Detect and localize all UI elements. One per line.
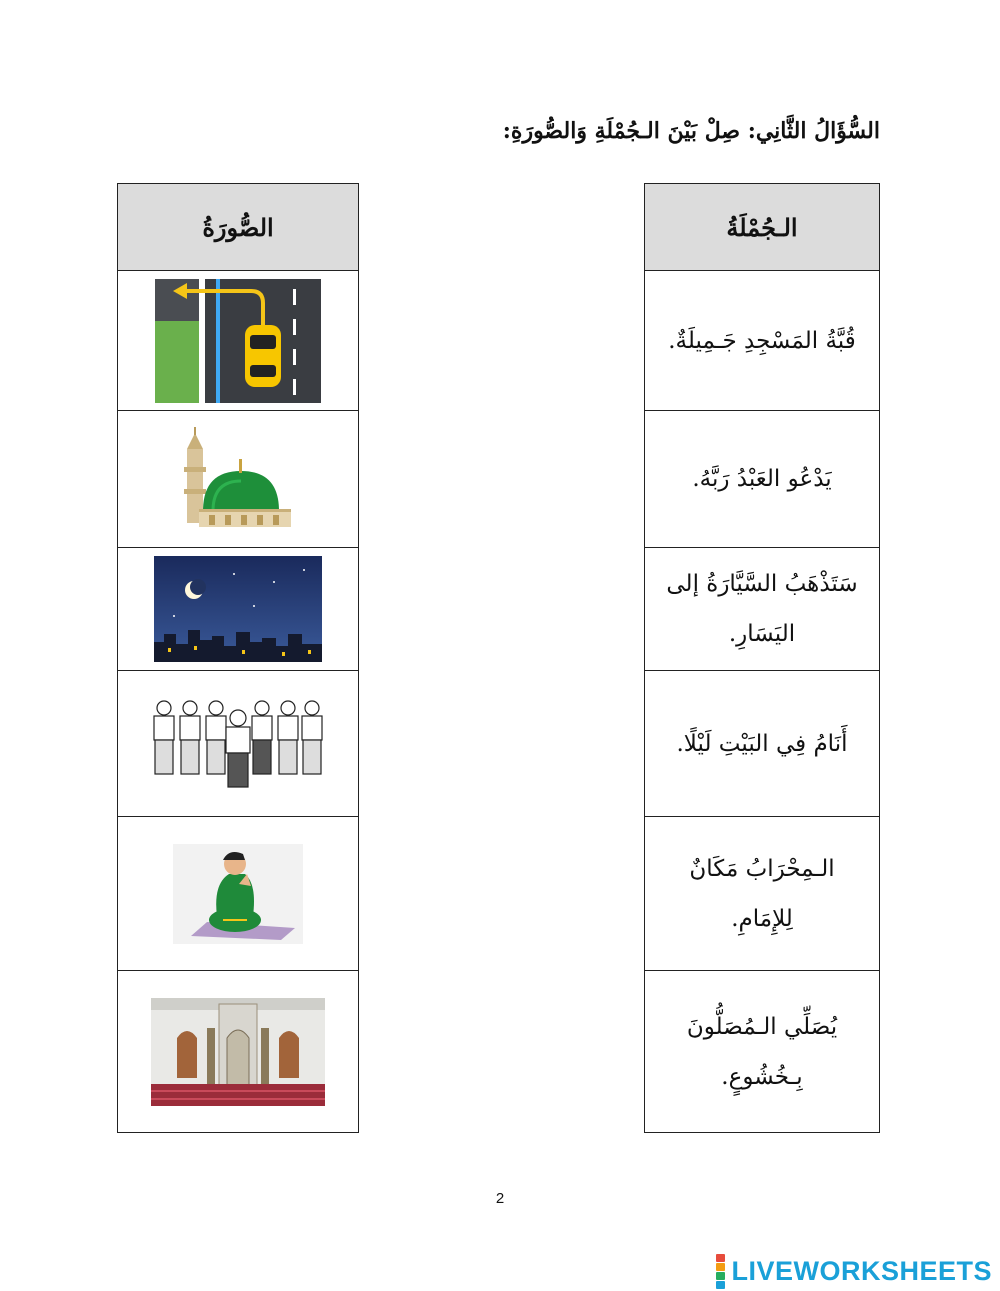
image-cell [118,548,359,671]
sentence-4: أَنَامُ فِي البَيْتِ لَيْلًا. [676,730,848,757]
sentence-5: الـمِحْرَابُ مَكَانٌ لِلإِمَامِ. [689,855,835,932]
image-cell [118,817,359,971]
mosque-mihrab-icon [151,998,325,1106]
question-title: السُّؤَالُ الثَّانِي: صِلْ بَيْنَ الـجُمْلَةِ وَالصُّورَةِ: [502,118,880,144]
sentence-3: سَتَذْهَبُ السَّيَّارَةُ إلى اليَسَارِ. [666,571,858,647]
sentence-cell [645,411,880,548]
images-header: الصُّورَةُ [118,184,359,271]
sentence-2: يَدْعُو العَبْدُ رَبَّهُ. [692,466,832,492]
images-table [117,183,359,1133]
car-turning-left-icon [155,279,321,403]
sentence-cell [645,671,880,817]
sentences-table [644,183,880,1133]
sentence-6: يُصَلِّي الـمُصَلُّونَ بِـخُشُوعٍ. [686,1013,838,1090]
sentences-header: الـجُمْلَةُ [645,184,880,271]
image-cell [118,671,359,817]
image-cell [118,271,359,411]
brand-name: LIVEWORKSHEETS [731,1255,992,1286]
men-praying-in-row-icon [150,696,326,792]
image-cell [118,971,359,1133]
sentence-cell [645,548,880,671]
image-cell [118,411,359,548]
boy-making-dua-icon [173,844,303,944]
green-dome-mosque-icon [173,427,303,531]
night-sky-moon-icon [154,556,322,662]
sentence-1: قُبَّةُ المَسْجِدِ جَـمِيلَةٌ. [668,327,856,354]
liveworksheets-brand [716,1254,992,1288]
page-number: 2 [495,1190,505,1207]
sentence-cell [645,817,880,971]
sentence-cell [645,271,880,411]
liveworksheets-logo-icon [716,1254,725,1289]
sentence-cell [645,971,880,1133]
